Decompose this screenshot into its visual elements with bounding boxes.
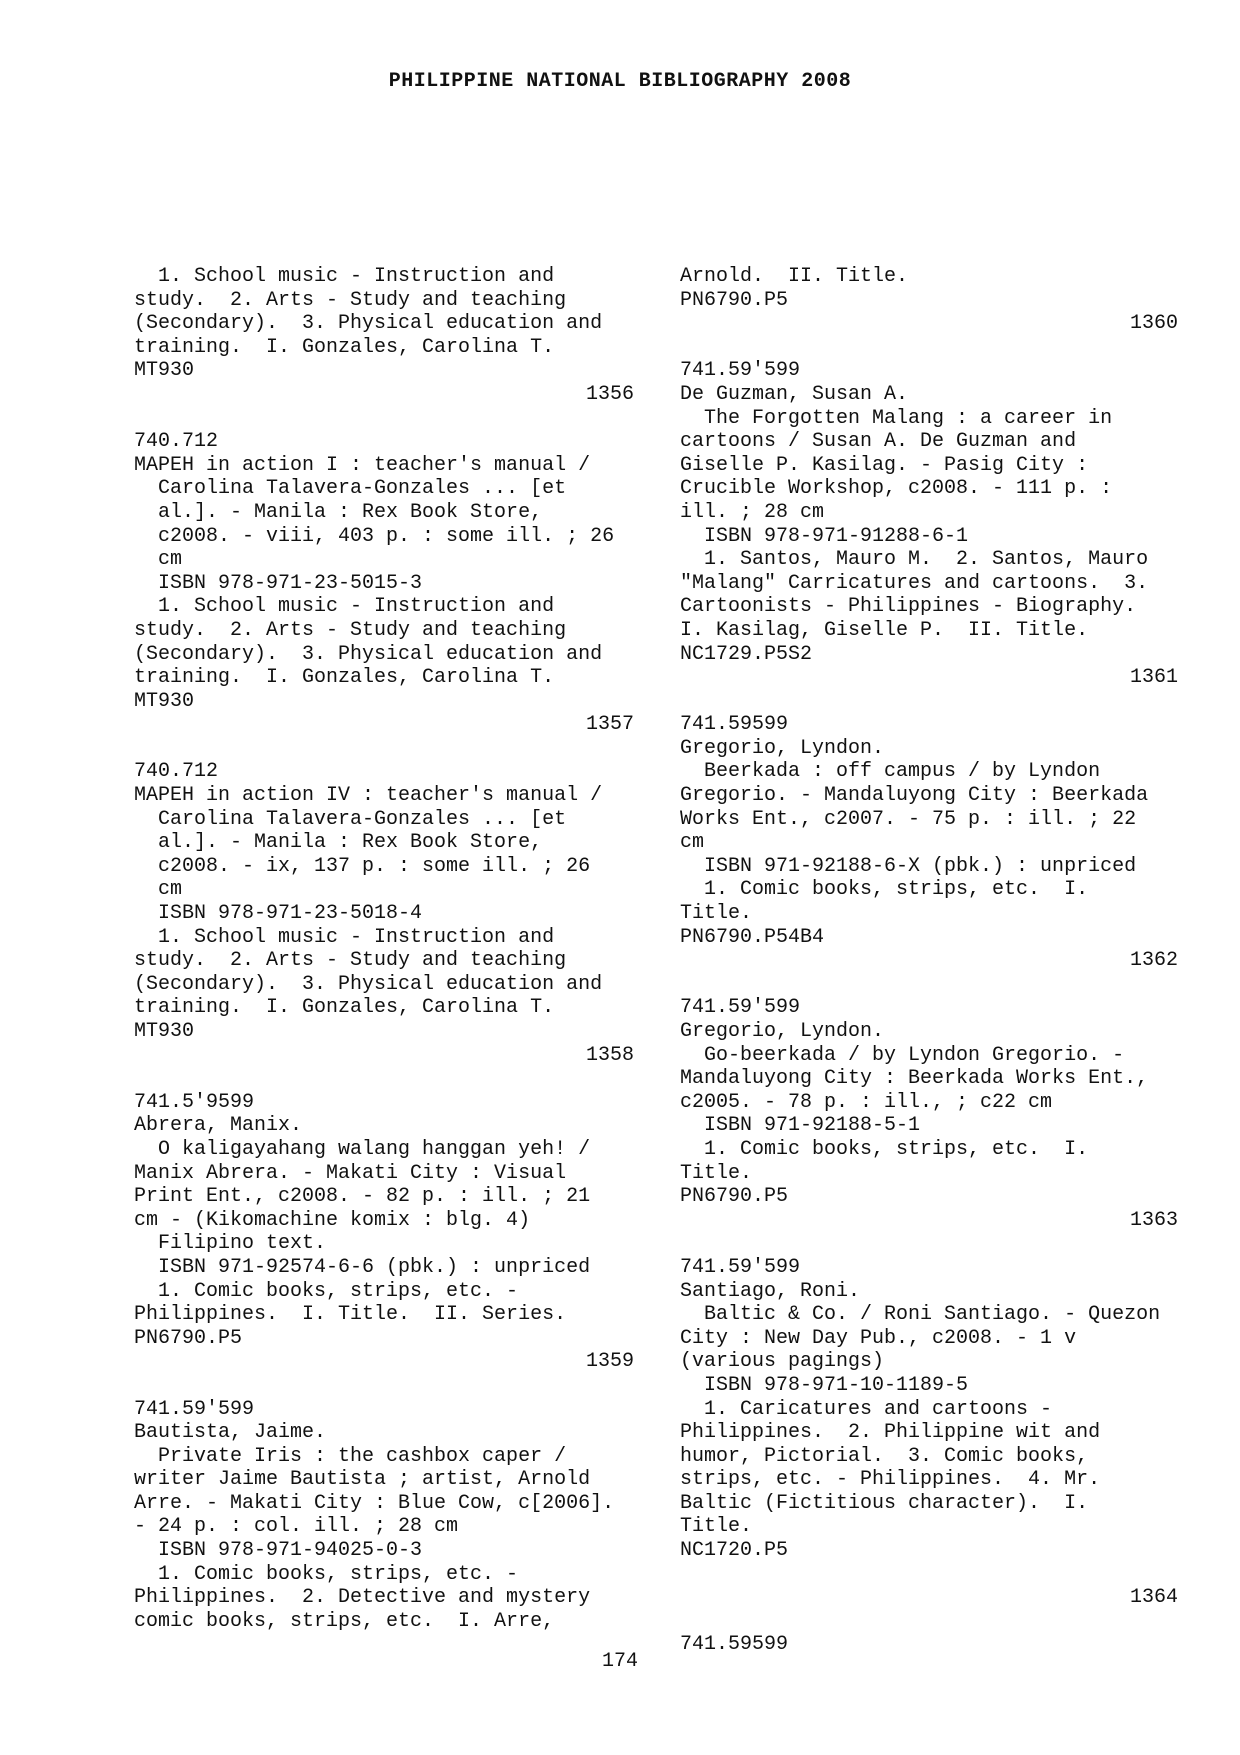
text-line: - 24 p. : col. ill. ; 28 cm <box>134 1515 459 1539</box>
text-line: ISBN 978-971-10-1189-5 <box>680 1373 969 1397</box>
entry-number: 1356 <box>585 382 634 406</box>
text-line: 741.59599 <box>680 713 789 737</box>
text-line: ISBN 978-971-23-5018-4 <box>134 902 423 926</box>
text-line: Filipino text. <box>134 1232 327 1256</box>
text-line: c2005. - 78 p. : ill., ; c22 cm <box>680 1090 1053 1114</box>
text-line: MAPEH in action IV : teacher's manual / <box>134 784 603 808</box>
text-line: Beerkada : off campus / by Lyndon <box>680 760 1101 784</box>
text-line: strips, etc. - Philippines. 4. Mr. <box>680 1468 1101 1492</box>
text-line: PN6790.P5 <box>134 1326 243 1350</box>
entry-number: 1361 <box>1129 666 1178 690</box>
text-line: 1. Comic books, strips, etc. I. <box>680 878 1089 902</box>
text-line: Title. <box>680 1515 753 1539</box>
text-line: 741.59'599 <box>680 359 801 383</box>
text-line: (Secondary). 3. Physical education and <box>134 312 603 336</box>
text-line: training. I. Gonzales, Carolina T. <box>134 996 555 1020</box>
entry-number: 1364 <box>1129 1586 1178 1610</box>
text-line: Gregorio, Lyndon. <box>680 736 885 760</box>
text-line: writer Jaime Bautista ; artist, Arnold <box>134 1468 591 1492</box>
text-line: ISBN 978-971-94025-0-3 <box>134 1539 423 1563</box>
text-line: Arre. - Makati City : Blue Cow, c[2006]. <box>134 1491 615 1515</box>
text-line: Gregorio. - Mandaluyong City : Beerkada <box>680 784 1149 808</box>
text-line: 741.59'599 <box>134 1397 255 1421</box>
text-line: Santiago, Roni. <box>680 1279 861 1303</box>
text-line: 741.59'599 <box>680 1255 801 1279</box>
text-line: (various pagings) <box>680 1350 885 1374</box>
text-line: Carolina Talavera-Gonzales ... [et <box>134 477 567 501</box>
text-line <box>134 1067 634 1091</box>
text-line: study. 2. Arts - Study and teaching <box>134 949 567 973</box>
text-line <box>680 336 1178 360</box>
text-line: al.]. - Manila : Rex Book Store, <box>134 500 543 524</box>
text-line: study. 2. Arts - Study and teaching <box>134 618 567 642</box>
entry-number: 1359 <box>585 1350 634 1374</box>
text-line: Carolina Talavera-Gonzales ... [et <box>134 807 567 831</box>
text-line: PN6790.P5 <box>680 1185 789 1209</box>
text-line: 740.712 <box>134 760 219 784</box>
text-line: 1. School music - Instruction and <box>134 595 555 619</box>
text-line: Title. <box>680 1161 753 1185</box>
text-line: The Forgotten Malang : a career in <box>680 406 1113 430</box>
text-line: Manix Abrera. - Makati City : Visual <box>134 1161 567 1185</box>
text-line: ISBN 978-971-91288-6-1 <box>680 524 969 548</box>
text-line <box>680 690 1178 714</box>
text-line: O kaligayahang walang hanggan yeh! / <box>134 1137 591 1161</box>
text-line: Philippines. 2. Philippine wit and <box>680 1421 1101 1445</box>
text-line: c2008. - ix, 137 p. : some ill. ; 26 <box>134 854 591 878</box>
text-line: al.]. - Manila : Rex Book Store, <box>134 831 543 855</box>
text-line: 1. School music - Instruction and <box>134 265 555 288</box>
text-line: cm <box>134 878 183 902</box>
text-line: NC1720.P5 <box>680 1539 789 1563</box>
text-line: De Guzman, Susan A. <box>680 382 909 406</box>
text-line: Baltic (Fictitious character). I. <box>680 1491 1089 1515</box>
text-line: study. 2. Arts - Study and teaching <box>134 288 567 312</box>
page-number: 174 <box>601 1650 638 1673</box>
text-line: Works Ent., c2007. - 75 p. : ill. ; 22 <box>680 807 1137 831</box>
text-line: PN6790.P5 <box>680 288 789 312</box>
text-line: Arnold. II. Title. <box>680 265 909 288</box>
text-line: 740.712 <box>134 430 219 454</box>
text-line: (Secondary). 3. Physical education and <box>134 972 603 996</box>
text-line: cm - (Kikomachine komix : blg. 4) <box>134 1208 531 1232</box>
text-line: ill. ; 28 cm <box>680 500 825 524</box>
text-line <box>680 1563 1178 1587</box>
text-line: 1. Comic books, strips, etc. - <box>134 1562 519 1586</box>
text-line <box>134 1374 634 1398</box>
text-line: ISBN 971-92574-6-6 (pbk.) : unpriced <box>134 1255 591 1279</box>
page-header: PHILIPPINE NATIONAL BIBLIOGRAPHY 2008 <box>388 70 852 93</box>
text-line: Philippines. I. Title. II. Series. <box>134 1303 567 1327</box>
text-line: (Secondary). 3. Physical education and <box>134 642 603 666</box>
text-line: 1. Caricatures and cartoons - <box>680 1397 1053 1421</box>
text-line: ISBN 978-971-23-5015-3 <box>134 571 423 595</box>
text-line: 1. Comic books, strips, etc. - <box>134 1279 519 1303</box>
entry-number: 1362 <box>1129 949 1178 973</box>
text-line <box>134 407 634 431</box>
text-line: Gregorio, Lyndon. <box>680 1020 885 1043</box>
text-line: Private Iris : the cashbox caper / <box>134 1444 567 1468</box>
entry-number: 1360 <box>1129 312 1178 336</box>
text-line: Crucible Workshop, c2008. - 111 p. : <box>680 477 1113 501</box>
text-line: Mandaluyong City : Beerkada Works Ent., <box>680 1067 1149 1091</box>
text-line: 1. Comic books, strips, etc. I. <box>680 1137 1089 1161</box>
text-line: NC1729.P5S2 <box>680 642 813 666</box>
text-line: 1. Santos, Mauro M. 2. Santos, Mauro <box>680 548 1149 572</box>
entry-number: 1363 <box>1129 1208 1178 1232</box>
entry-number: 1358 <box>585 1043 634 1067</box>
text-line: Abrera, Manix. <box>134 1114 303 1138</box>
text-line: MT930 <box>134 1020 195 1043</box>
text-line: humor, Pictorial. 3. Comic books, <box>680 1444 1089 1468</box>
text-line: Baltic & Co. / Roni Santiago. - Quezon <box>680 1303 1161 1327</box>
text-line <box>680 973 1178 997</box>
text-line: cm <box>680 831 705 855</box>
text-line: MT930 <box>134 689 195 713</box>
text-line <box>680 1610 1178 1634</box>
column-right <box>680 265 1178 1657</box>
text-line: 741.59599 <box>680 1633 789 1657</box>
text-line: 741.59'599 <box>680 996 801 1020</box>
text-line: Giselle P. Kasilag. - Pasig City : <box>680 453 1089 477</box>
text-line: c2008. - viii, 403 p. : some ill. ; 26 <box>134 524 615 548</box>
text-line: MAPEH in action I : teacher's manual / <box>134 453 591 477</box>
text-line: cm <box>134 548 183 572</box>
text-line: Philippines. 2. Detective and mystery <box>134 1586 591 1610</box>
text-line: cartoons / Susan A. De Guzman and <box>680 430 1077 454</box>
text-line: Title. <box>680 902 753 926</box>
text-line: comic books, strips, etc. I. Arre, <box>134 1609 555 1633</box>
text-line: Bautista, Jaime. <box>134 1421 327 1445</box>
text-line: Go-beerkada / by Lyndon Gregorio. - <box>680 1043 1125 1067</box>
text-line: Cartoonists - Philippines - Biography. <box>680 595 1137 619</box>
text-line: 741.5'9599 <box>134 1090 255 1114</box>
text-line <box>680 1232 1178 1256</box>
entry-number: 1357 <box>585 713 634 737</box>
text-line: MT930 <box>134 359 195 383</box>
column-left <box>134 265 634 1633</box>
text-line: training. I. Gonzales, Carolina T. <box>134 335 555 359</box>
text-line: training. I. Gonzales, Carolina T. <box>134 666 555 690</box>
text-line: I. Kasilag, Giselle P. II. Title. <box>680 618 1089 642</box>
text-line: 1. School music - Instruction and <box>134 925 555 949</box>
text-line: PN6790.P54B4 <box>680 925 825 949</box>
text-line: Print Ent., c2008. - 82 p. : ill. ; 21 <box>134 1185 591 1209</box>
text-line: "Malang" Carricatures and cartoons. 3. <box>680 571 1149 595</box>
text-line <box>134 737 634 761</box>
text-line: ISBN 971-92188-6-X (pbk.) : unpriced <box>680 854 1137 878</box>
text-line: City : New Day Pub., c2008. - 1 v <box>680 1326 1077 1350</box>
text-line: ISBN 971-92188-5-1 <box>680 1114 921 1138</box>
